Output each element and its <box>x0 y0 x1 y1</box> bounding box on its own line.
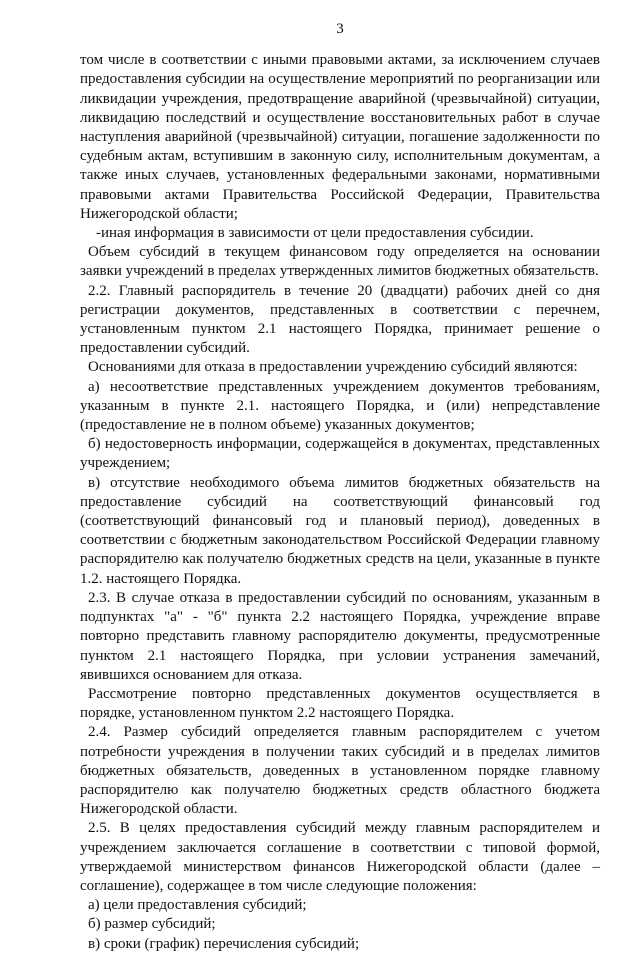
list-item: в) сроки (график) перечисления субсидий; <box>88 935 360 952</box>
list-item: б) размер субсидий; <box>88 916 216 933</box>
paragraph: том числе в соответствии с иными правовыми актами, за исключением случаев предоставления субсидии на осуществление мероприятий по реорганизации или ликвидации учреждения, предотвращение аварийной (чрезвычайной) ситуации, ликвидацию последствий и осуществление восстановительных работ в случае наступления аварийной (чрезвычайной) ситуации, погашение задолженности по судебным актам, вступившим в законную силу, исполнительным документам, а также иных случаев, установленных федеральными законами, нормативными правовыми актами Правительства Российской Федерации, Правительства Нижегородской области; <box>80 52 600 222</box>
paragraph: Основаниями для отказа в предоставлении учреждению субсидий являются: <box>88 359 578 376</box>
paragraph: в) отсутствие необходимого объема лимитов бюджетных обязательств на предоставление субсидий на соответствующий финансовый год (соответствующий финансовый год и плановый период), доведенных в соответствии с бюджетным законодательством Российской Федерации главному распорядителю как получателю бюджетных средств на цели, указанные в пункте 1.2. настоящего Порядка. <box>80 474 600 587</box>
paragraph: Рассмотрение повторно представленных документов осуществляется в порядке, установленном пунктом 2.2 настоящего Порядка. <box>80 685 600 722</box>
list-item: а) цели предоставления субсидий; <box>88 897 307 914</box>
paragraph: Объем субсидий в текущем финансовом году определяется на основании заявки учреждений в пределах утвержденных лимитов бюджетных обязательств. <box>80 244 600 280</box>
paragraph: -иная информация в зависимости от цели предоставления субсидии. <box>96 225 534 242</box>
paragraph: 2.5. В целях предоставления субсидий между главным распорядителем и учреждением заключается соглашение в соответствии с типовой формой, утверждаемой министерством финансов Нижегородской области (далее – соглашение), содержащее в том числе следующие положения: <box>80 820 600 894</box>
paragraph: 2.2. Главный распорядитель в течение 20 (двадцати) рабочих дней со дня регистрации документов, представленных в соответствии с перечнем, установленным пунктом 2.1 настоящего Порядка, принимает решение о предоставлении субсидий. <box>80 282 600 357</box>
paragraph: а) несоответствие представленных учреждением документов требованиям, указанным в пункте 2.1. настоящего Порядка, и (или) непредставление (предоставление не в полном объеме) указанных документов; <box>80 378 600 434</box>
paragraph: б) недостоверность информации, содержащейся в документах, представленных учреждением; <box>80 436 600 472</box>
page-number: 3 <box>336 21 344 37</box>
paragraph: 2.3. В случае отказа в предоставлении субсидий по основаниям, указанным в подпунктах "а" - "б" пункта 2.2 настоящего Порядка, учреждение вправе повторно представить главному распорядителю документы, предусмотренные пунктом 2.1 настоящего Порядка, при условии устранения замечаний, явившихся основанием для отказа. <box>80 589 600 683</box>
paragraph: 2.4. Размер субсидий определяется главным распорядителем с учетом потребности учреждения в получении таких субсидий и в пределах лимитов бюджетных обязательств, доведенных в установленном порядке главному распорядителю как получателю бюджетных средств областного бюджета Нижегородской области. <box>80 724 600 818</box>
